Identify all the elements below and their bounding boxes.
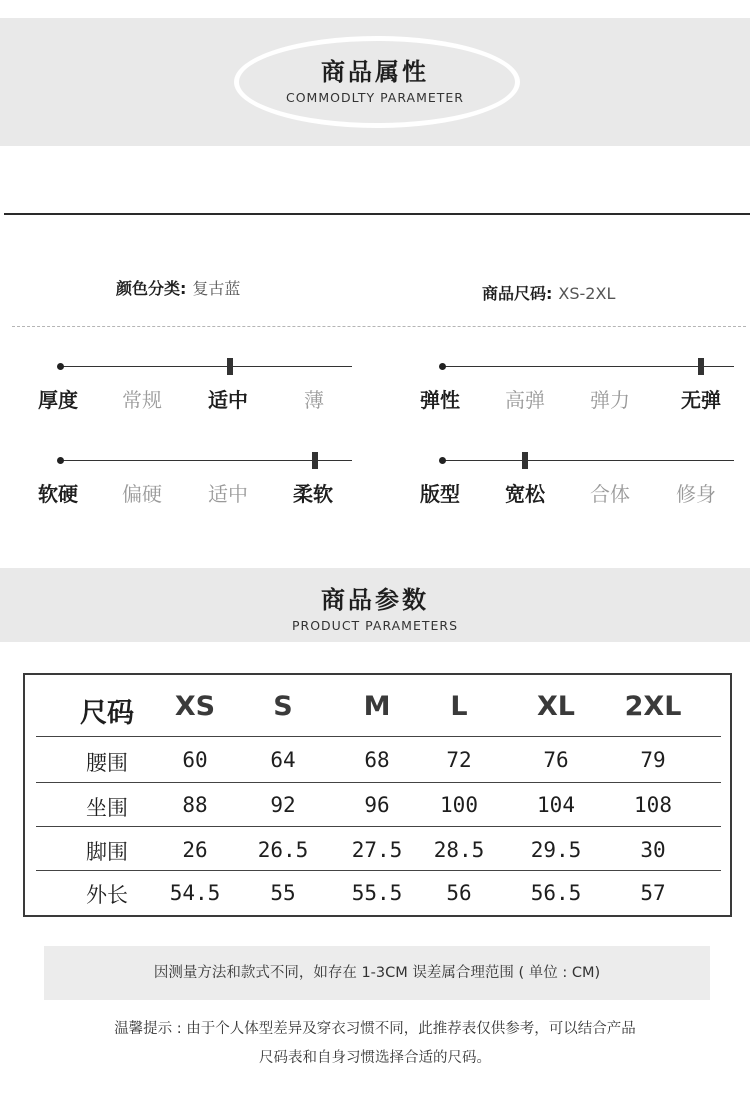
scale-name: 厚度 [38, 388, 78, 412]
scale-option: 弹力 [590, 388, 630, 412]
row-label: 坐围 [86, 796, 128, 820]
dotted-divider [12, 326, 746, 327]
table-cell: 26.5 [257, 838, 309, 862]
scale-name: 软硬 [38, 482, 78, 506]
scale-track [60, 460, 352, 461]
table-cell: 27.5 [351, 838, 403, 862]
scale-option-selected: 适中 [208, 388, 248, 412]
parameters-subtitle: PRODUCT PARAMETERS [291, 618, 459, 633]
table-cell: 104 [537, 793, 575, 817]
scale-marker [698, 358, 704, 375]
table-row-divider [36, 736, 721, 737]
table-cell: 54.5 [169, 881, 221, 905]
table-header-cell: L [450, 691, 468, 722]
thickness-scale [38, 358, 358, 418]
table-cell: 29.5 [530, 838, 582, 862]
size-value: XS-2XL [558, 284, 616, 303]
table-cell: 68 [364, 748, 390, 772]
table-cell: 108 [634, 793, 672, 817]
table-header-cell: M [363, 691, 391, 722]
table-cell: 56 [446, 881, 472, 905]
scale-option: 合体 [590, 482, 630, 506]
scale-start-dot [439, 457, 446, 464]
parameters-title: 商品参数 [321, 586, 429, 614]
table-cell: 92 [270, 793, 296, 817]
fit-scale [420, 452, 740, 512]
table-header-cell: XS [174, 691, 216, 722]
table-cell: 30 [640, 838, 666, 862]
softness-scale [38, 452, 358, 512]
table-cell: 28.5 [433, 838, 485, 862]
table-cell: 57 [640, 881, 666, 905]
scale-marker [522, 452, 528, 469]
attributes-subtitle: COMMODLTY PARAMETER [285, 90, 464, 105]
size-info [482, 281, 615, 304]
table-cell: 56.5 [530, 881, 582, 905]
row-label: 腰围 [86, 751, 128, 775]
scale-start-dot [439, 363, 446, 370]
color-value: 复古蓝 [192, 279, 241, 298]
color-info [116, 276, 240, 299]
table-cell: 79 [640, 748, 666, 772]
scale-option: 偏硬 [122, 482, 162, 506]
table-cell: 64 [270, 748, 296, 772]
table-cell: 26 [182, 838, 208, 862]
scale-option: 适中 [208, 482, 248, 506]
section-divider [4, 213, 750, 215]
scale-marker [227, 358, 233, 375]
scale-option: 修身 [676, 482, 716, 506]
scale-track [442, 366, 734, 367]
attributes-title: 商品属性 [321, 58, 429, 86]
table-cell: 100 [440, 793, 478, 817]
table-header-cell: 尺码 [80, 698, 134, 729]
table-header-cell: XL [536, 691, 576, 722]
table-cell: 72 [446, 748, 472, 772]
size-table [23, 673, 732, 917]
elasticity-scale [420, 358, 740, 418]
tip-line-1: 温馨提示 : 由于个人体型差异及穿衣习惯不同，此推荐表仅供参考，可以结合产品 [114, 1021, 636, 1037]
table-cell: 55 [270, 881, 296, 905]
table-cell: 88 [182, 793, 208, 817]
table-cell: 60 [182, 748, 208, 772]
scale-option-selected: 宽松 [505, 482, 545, 506]
size-label: 商品尺码: [482, 284, 553, 303]
scale-start-dot [57, 363, 64, 370]
scale-name: 弹性 [420, 388, 460, 412]
row-label: 脚围 [86, 840, 128, 864]
scale-track [60, 366, 352, 367]
measurement-note: 因测量方法和款式不同，如存在 1-3CM 误差属合理范围 ( 单位 : CM) [44, 946, 710, 1000]
table-row-divider [36, 782, 721, 783]
scale-option: 薄 [304, 388, 324, 412]
table-row-divider [36, 870, 721, 871]
scale-name: 版型 [420, 482, 460, 506]
tip-line-2: 尺码表和自身习惯选择合适的尺码。 [259, 1050, 491, 1066]
scale-option: 常规 [122, 388, 162, 412]
color-label: 颜色分类: [116, 279, 187, 298]
scale-start-dot [57, 457, 64, 464]
scale-option-selected: 柔软 [293, 482, 333, 506]
scale-marker [312, 452, 318, 469]
scale-option: 高弹 [505, 388, 545, 412]
table-cell: 55.5 [351, 881, 403, 905]
table-cell: 76 [543, 748, 569, 772]
table-header-cell: S [273, 691, 293, 722]
table-header-cell: 2XL [624, 691, 682, 722]
table-cell: 96 [364, 793, 390, 817]
row-label: 外长 [86, 883, 128, 907]
scale-track [442, 460, 734, 461]
table-row-divider [36, 826, 721, 827]
scale-option-selected: 无弹 [681, 388, 721, 412]
